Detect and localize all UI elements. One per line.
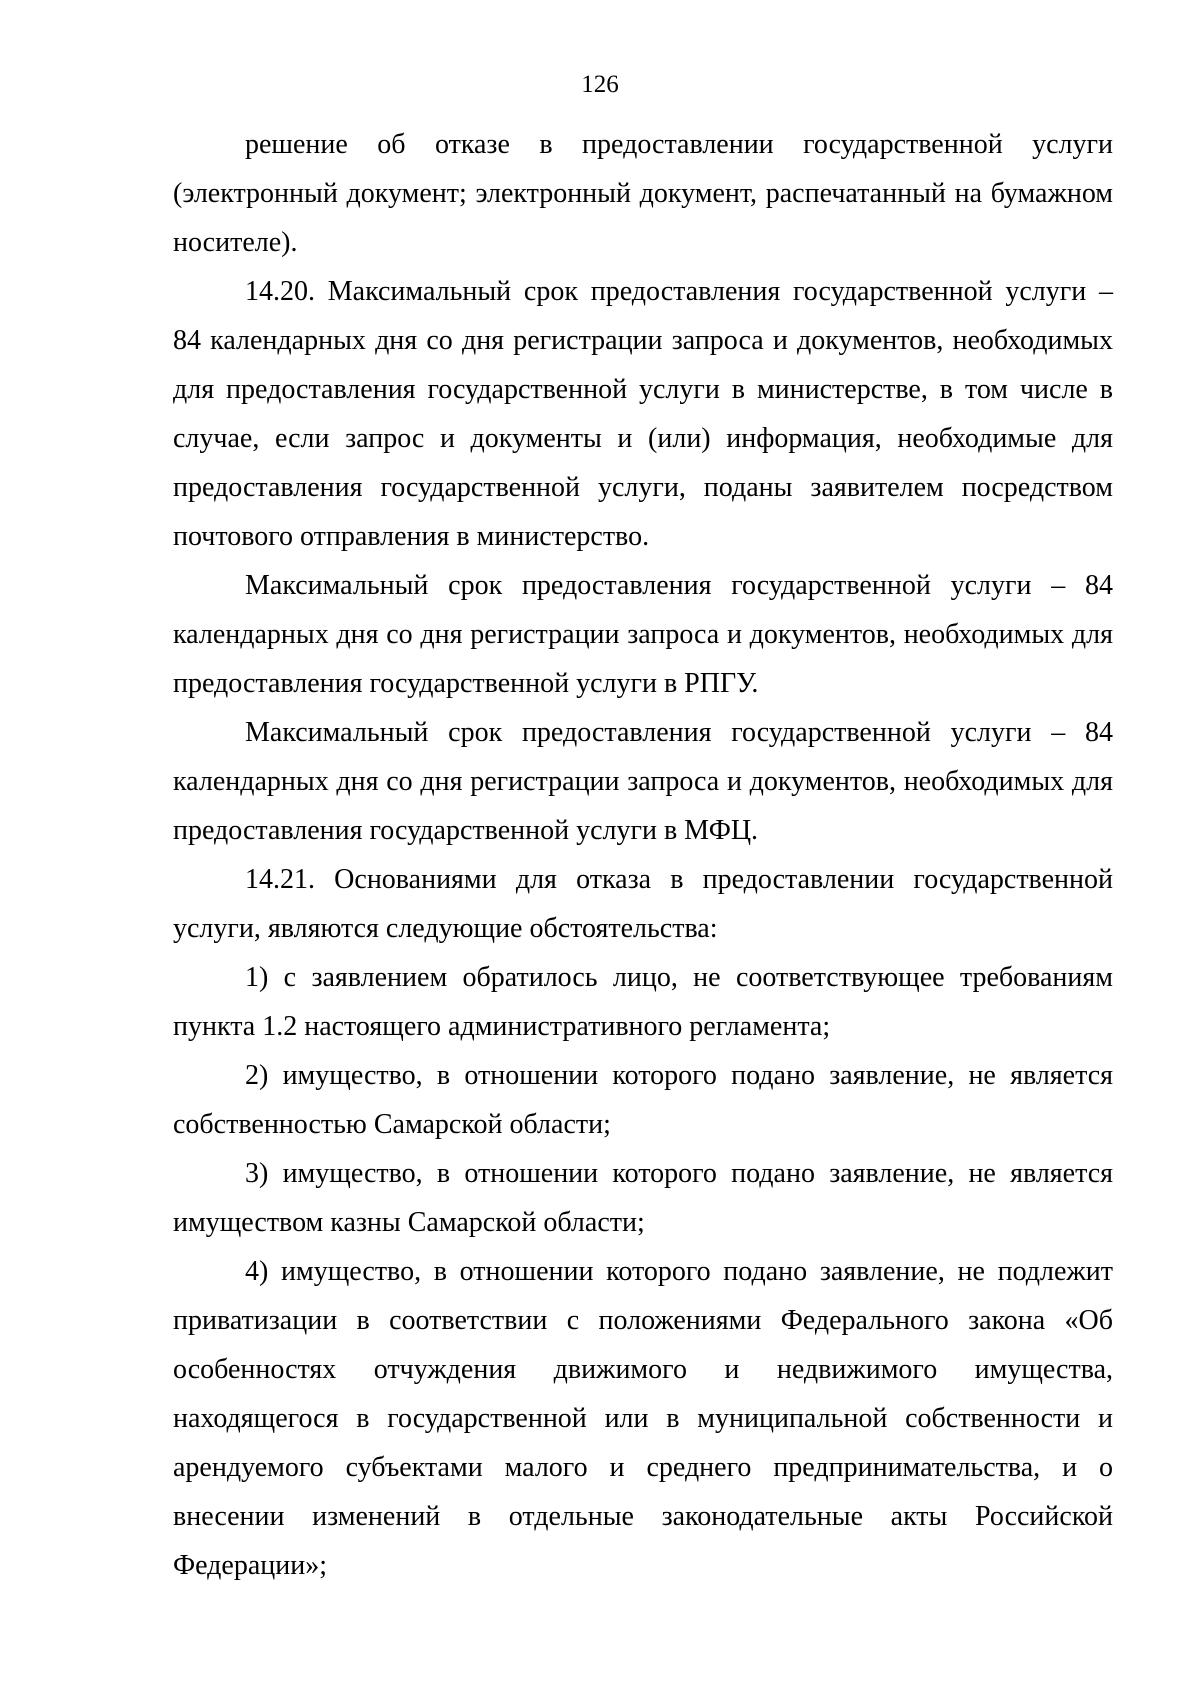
paragraph-max-term-mfc: Максимальный срок предоставления государственной услуги – 84 календарных дня со дня регистрации запроса и документов, необходимых для предоставления государственной услуги в МФЦ. <box>173 717 1113 846</box>
paragraph-max-term-rpgu: Максимальный срок предоставления государственной услуги – 84 календарных дня со дня регистрации запроса и документов, необходимых для предоставления государственной услуги в РПГУ. <box>173 570 1113 699</box>
page-number: 126 <box>581 71 619 98</box>
list-item-1: 1) с заявлением обратилось лицо, не соответствующее требованиям пункта 1.2 настоящего административного регламента; <box>173 962 1113 1042</box>
paragraph-decision-refusal: решение об отказе в предоставлении государственной услуги (электронный документ; электронный документ, распечатанный на бумажном носителе). <box>173 129 1113 258</box>
paragraph-14-21: 14.21. Основаниями для отказа в предоставлении государственной услуги, являются следующие обстоятельства: <box>173 864 1113 944</box>
paragraph-14-20: 14.20. Максимальный срок предоставления государственной услуги – 84 календарных дня со дня регистрации запроса и документов, необходимых для предоставления государственной услуги в министерстве, в том числе в случае, если запрос и документы и (или) информация, необходимые для предоставления государственной услуги, поданы заявителем посредством почтового отправления в министерство. <box>173 276 1113 552</box>
list-item-2: 2) имущество, в отношении которого подано заявление, не является собственностью Самарской области; <box>173 1060 1113 1140</box>
document-body <box>173 120 1113 1590</box>
list-item-4: 4) имущество, в отношении которого подано заявление, не подлежит приватизации в соответствии с положениями Федерального закона «Об особенностях отчуждения движимого и недвижимого имущества, находящегося в государственной или в муниципальной собственности и арендуемого субъектами малого и среднего предпринимательства, и о внесении изменений в отдельные законодательные акты Российской Федерации»; <box>173 1256 1113 1581</box>
list-item-3: 3) имущество, в отношении которого подано заявление, не является имуществом казны Самарской области; <box>173 1158 1113 1238</box>
